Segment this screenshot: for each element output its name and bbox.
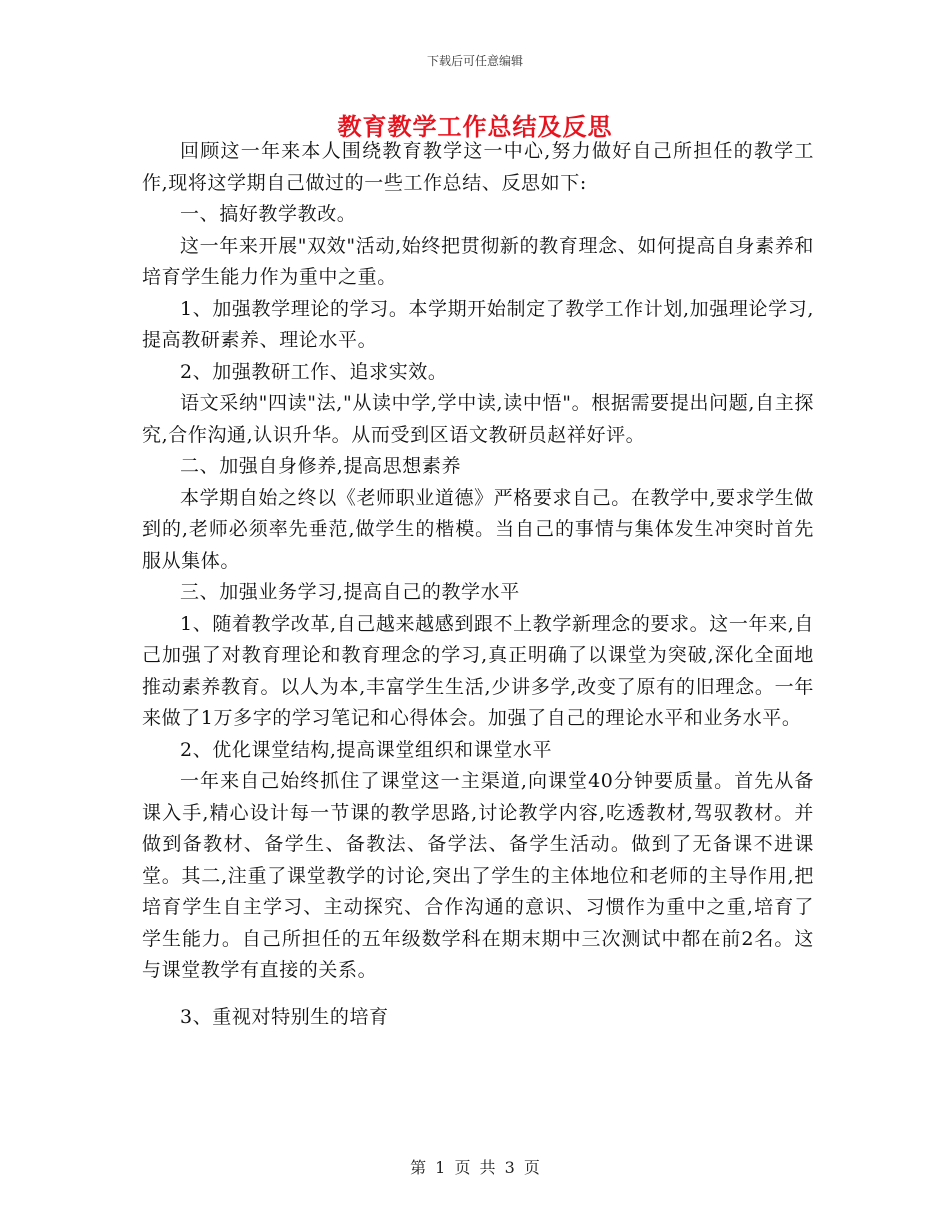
- paragraph: 2、优化课堂结构,提高课堂组织和课堂水平: [180, 738, 553, 761]
- paragraph: 3、重视对特别生的培育: [180, 1005, 389, 1028]
- document-title: 教育教学工作总结及反思: [337, 112, 613, 141]
- paragraph: 1、随着教学改革,自己越来越感到跟不上教学新理念的要求。这一年来,自己加强了对教育理论和教育理念的学习,真正明确了以课堂为突破,深化全面地推动素养教育。以人为本,丰富学生生活,少讲多学,改变了原有的旧理念。一年来做了1万多字的学习笔记和心得体会。加强了自己的理论水平和业务水平。: [142, 612, 814, 729]
- paragraph: 1、加强教学理论的学习。本学期开始制定了教学工作计划,加强理论学习,提高教研素养、理论水平。: [142, 297, 814, 351]
- paragraph: 本学期自始之终以《老师职业道德》严格要求自己。在教学中,要求学生做到的,老师必须率先垂范,做学生的楷模。当自己的事情与集体发生冲突时首先服从集体。: [142, 486, 814, 572]
- paragraph: 这一年来开展"双效"活动,始终把贯彻新的教育理念、如何提高自身素养和培育学生能力作为重中之重。: [142, 234, 814, 288]
- paragraph: 一年来自己始终抓住了课堂这一主渠道,向课堂40分钟要质量。首先从备课入手,精心设计每一节课的教学思路,讨论教学内容,吃透教材,驾驭教材。并做到备教材、备学生、备教法、备学法、备学生活动。做到了无备课不进课堂。其二,注重了课堂教学的讨论,突出了学生的主体地位和老师的主导作用,把培育学生自主学习、主动探究、合作沟通的意识、习惯作为重中之重,培育了学生能力。自己所担任的五年级数学科在期末期中三次测试中都在前2名。这与课堂教学有直接的关系。: [142, 770, 814, 981]
- document-body: [142, 136, 814, 1033]
- section-heading-2: 二、加强自身修养,提高思想素养: [180, 455, 462, 477]
- page-header-note: 下载后可任意编辑: [426, 54, 523, 68]
- paragraph: 2、加强教研工作、追求实效。: [180, 360, 448, 383]
- page-number: 第 1 页 共 3 页: [410, 1158, 540, 1177]
- section-heading-1: 一、搞好教学教改。: [180, 203, 357, 225]
- paragraph: 语文采纳"四读"法,"从读中学,学中读,读中悟"。根据需要提出问题,自主探究,合作沟通,认识升华。从而受到区语文教研员赵祥好评。: [142, 392, 814, 446]
- paragraph-intro: 回顾这一年来本人围绕教育教学这一中心,努力做好自己所担任的教学工作,现将这学期自己做过的一些工作总结、反思如下:: [142, 140, 814, 194]
- section-heading-3: 三、加强业务学习,提高自己的教学水平: [180, 581, 520, 603]
